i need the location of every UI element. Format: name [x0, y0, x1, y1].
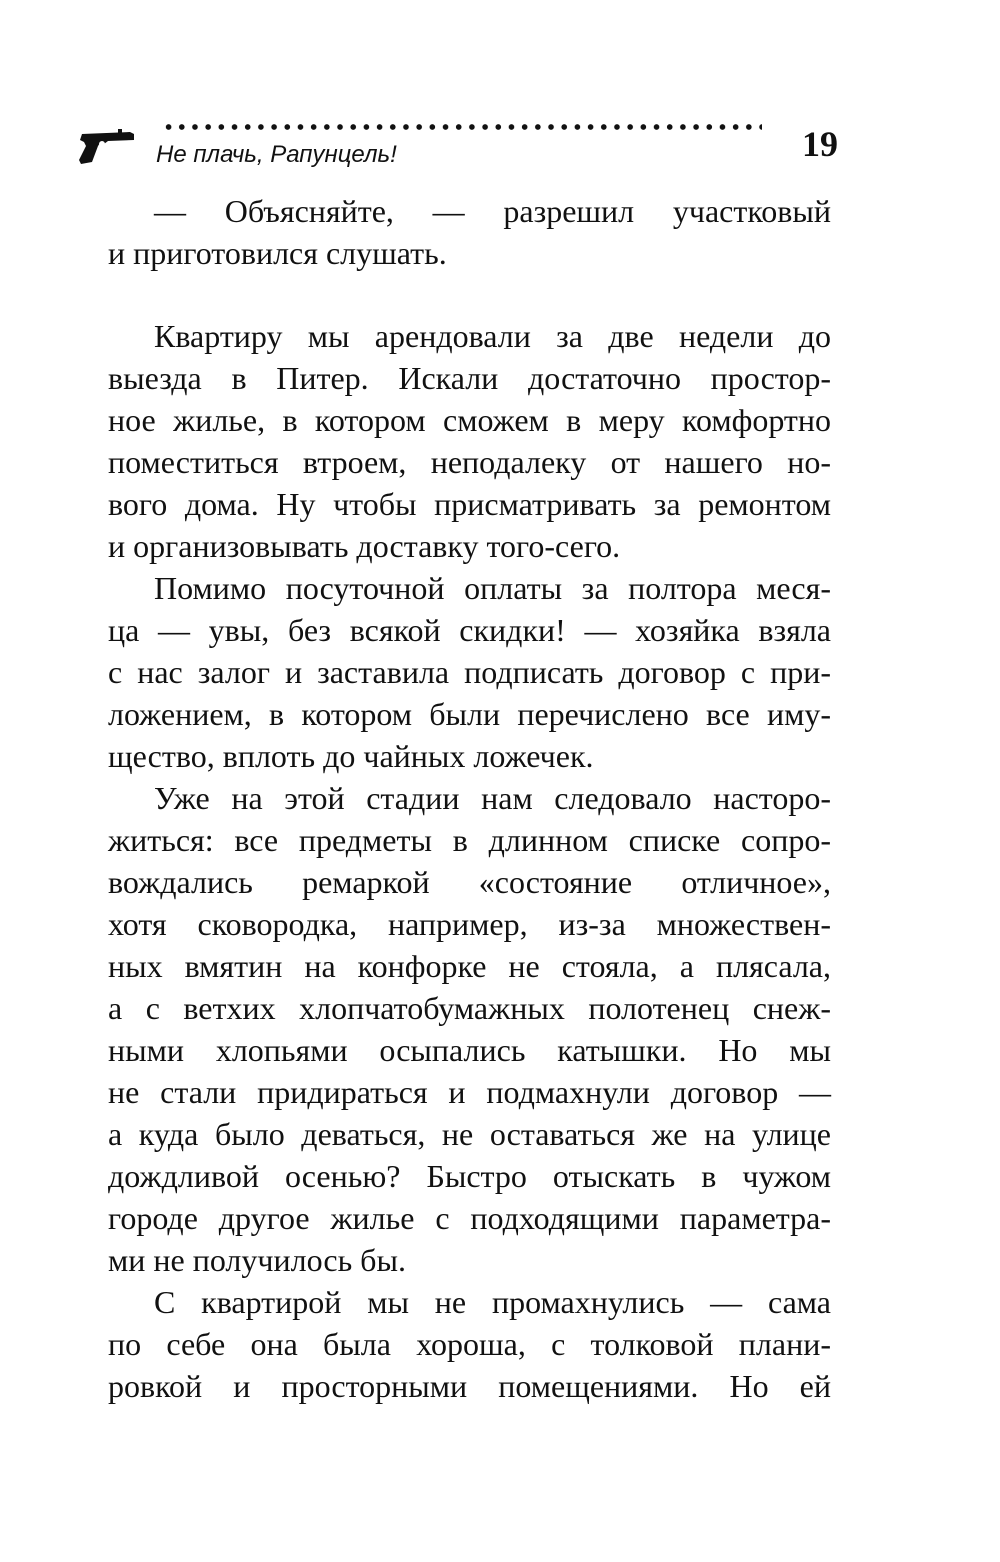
text-line: ровкой и просторными помещениями. Но ей — [108, 1368, 831, 1404]
dialogue-paragraph — [108, 190, 831, 274]
text-line: выезда в Питер. Искали достаточно простор- — [108, 360, 831, 396]
paragraph — [108, 315, 831, 567]
text-line: житься: все предметы в длинном списке сопро- — [108, 822, 831, 858]
text-line: Квартиру мы арендовали за две недели до — [154, 318, 831, 354]
text-line: щество, вплоть до чайных ложечек. — [108, 738, 594, 774]
text-line: ца — увы, без всякой скидки! — хозяйка взяла — [108, 612, 831, 648]
paragraph — [108, 1281, 831, 1407]
text-line: по себе она была хороша, с толковой плани- — [108, 1326, 831, 1362]
text-line: Помимо посуточной оплаты за полтора меся- — [154, 570, 831, 606]
text-line: и приготовился слушать. — [108, 235, 447, 271]
text-line: ными хлопьями осыпались катышки. Но мы — [108, 1032, 831, 1068]
paragraph — [108, 567, 831, 777]
text-line: вождались ремаркой «состояние отличное», — [108, 864, 831, 900]
text-line: городе другое жилье с подходящими параметра- — [108, 1200, 831, 1236]
book-title: Не плачь, Рапунцель! — [156, 141, 397, 168]
text-line: хотя сковородка, например, из-за множествен- — [108, 906, 831, 942]
text-line: вого дома. Ну чтобы присматривать за ремонтом — [108, 486, 831, 522]
header-dot-leader — [162, 122, 762, 132]
text-line: ное жилье, в котором сможем в меру комфортно — [108, 402, 831, 438]
running-header — [78, 118, 838, 178]
text-line: дождливой осенью? Быстро отыскать в чужом — [108, 1158, 831, 1194]
page-number: 19 — [802, 124, 838, 164]
text-line: с нас залог и заставила подписать договор с при- — [108, 654, 831, 690]
text-line: а с ветхих хлопчатобумажных полотенец снеж- — [108, 990, 831, 1026]
dialogue-block — [108, 190, 831, 274]
text-line: и организовывать доставку того-сего. — [108, 528, 621, 564]
text-line: не стали придираться и подмахнули договор — — [108, 1074, 831, 1110]
text-line: ных вмятин на конфорке не стояла, а плясала, — [108, 948, 831, 984]
text-line: С квартирой мы не промахнулись — сама — [154, 1284, 831, 1320]
text-line: а куда было деваться, не оставаться же на улице — [108, 1116, 831, 1152]
text-line: Уже на этой стадии нам следовало насторо- — [154, 780, 831, 816]
main-text — [108, 315, 831, 1407]
text-line: ми не получилось бы. — [108, 1242, 406, 1278]
paragraph — [108, 777, 831, 1281]
text-line: — Объясняйте, — разрешил участковый — [154, 193, 831, 229]
text-line: поместиться втроем, неподалеку от нашего но- — [108, 444, 831, 480]
revolver-icon — [78, 128, 138, 164]
text-line: ложением, в котором были перечислено все иму- — [108, 696, 831, 732]
